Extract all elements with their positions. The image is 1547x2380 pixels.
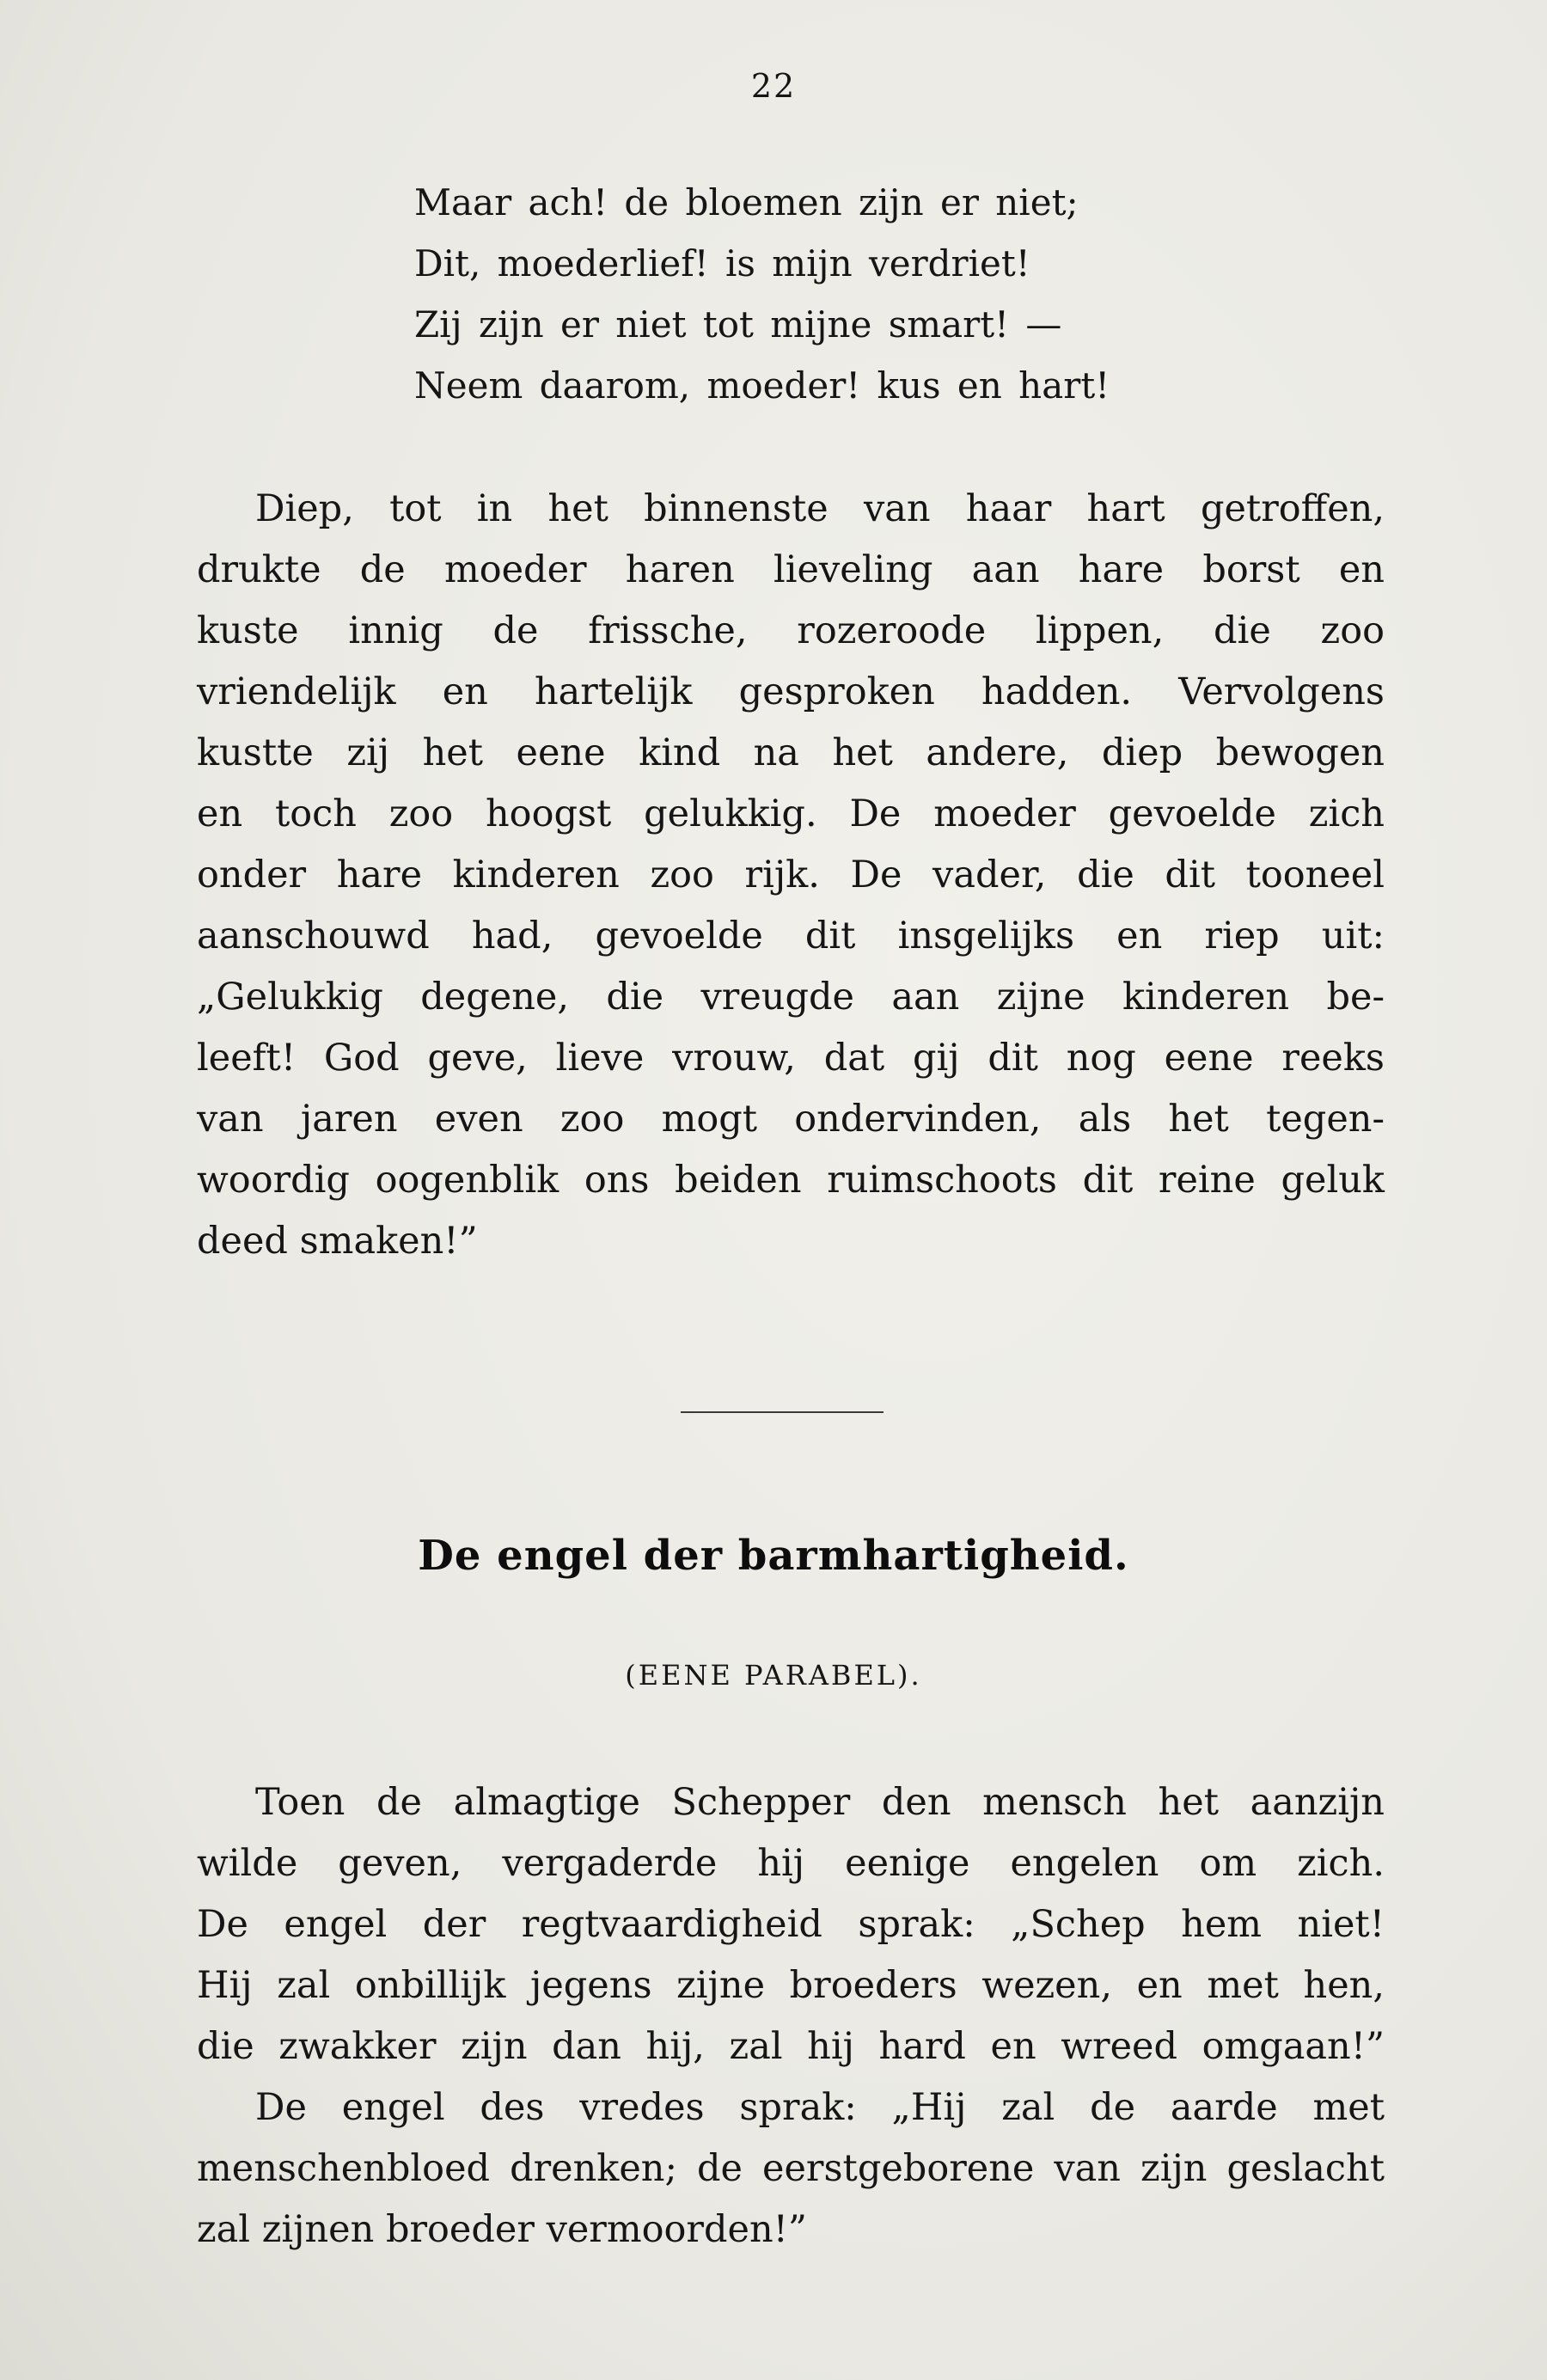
section-subtitle: (EENE PARABEL). — [625, 1659, 922, 1692]
text-line: menschenbloed drenken; de eerstgeborene van zijn geslacht — [197, 2147, 1385, 2190]
text-line: kuste innig de frissche, rozeroode lippen, die zoo — [197, 609, 1385, 652]
text-line: Hij zal onbillijk jegens zijne broeders wezen, en met hen, — [197, 1964, 1385, 2007]
text-line: kustte zij het eene kind na het andere, diep bewogen — [197, 731, 1385, 774]
paragraph-peace — [197, 2077, 1385, 2261]
text-line: van jaren even zoo mogt ondervinden, als het tegen- — [197, 1098, 1385, 1141]
text-line: die zwakker zijn dan hij, zal hij hard en wreed omgaan!” — [197, 2025, 1385, 2068]
text-line: Diep, tot in het binnenste van haar hart getroffen, — [255, 487, 1385, 530]
page-number: 22 — [750, 67, 797, 105]
text-line: De engel der regtvaardigheid sprak: „Schep hem niet! — [197, 1903, 1385, 1946]
text-line: deed smaken!” — [197, 1220, 478, 1263]
section-divider — [681, 1411, 884, 1413]
text-line: leeft! God geve, lieve vrouw, dat gij dit nog eene reeks — [197, 1037, 1385, 1080]
poem-line: Maar ach! de bloemen zijn er niet; — [414, 181, 1079, 223]
text-line: en toch zoo hoogst gelukkig. De moeder gevoelde zich — [197, 792, 1385, 835]
text-line: woordig oogenblik ons beiden ruimschoots dit reine geluk — [197, 1159, 1385, 1202]
section-title: De engel der barmhartigheid. — [418, 1532, 1129, 1580]
paragraph-creation — [197, 1772, 1385, 2077]
text-line: „Gelukkig degene, die vreugde aan zijne kinderen be- — [197, 976, 1385, 1019]
text-line: onder hare kinderen zoo rijk. De vader, die dit tooneel — [197, 853, 1385, 896]
text-line: De engel des vredes sprak: „Hij zal de aarde met — [255, 2086, 1385, 2129]
text-line: Toen de almagtige Schepper den mensch het aanzijn — [255, 1781, 1385, 1824]
text-line: wilde geven, vergaderde hij eenige engelen om zich. — [197, 1842, 1385, 1885]
poem-line: Zij zijn er niet tot mijne smart! — — [414, 303, 1062, 346]
poem-stanza — [414, 172, 1274, 416]
text-line: zal zijnen broeder vermoorden!” — [197, 2208, 807, 2251]
poem-line: Neem daarom, moeder! kus en hart! — [414, 364, 1110, 407]
text-line: vriendelijk en hartelijk gesproken hadden. Vervolgens — [197, 670, 1385, 713]
text-line: aanschouwd had, gevoelde dit insgelijks en riep uit: — [197, 915, 1385, 958]
poem-line: Dit, moederlief! is mijn verdriet! — [414, 242, 1030, 284]
paragraph-mother — [197, 479, 1385, 1272]
text-line: drukte de moeder haren lieveling aan hare borst en — [197, 548, 1385, 591]
